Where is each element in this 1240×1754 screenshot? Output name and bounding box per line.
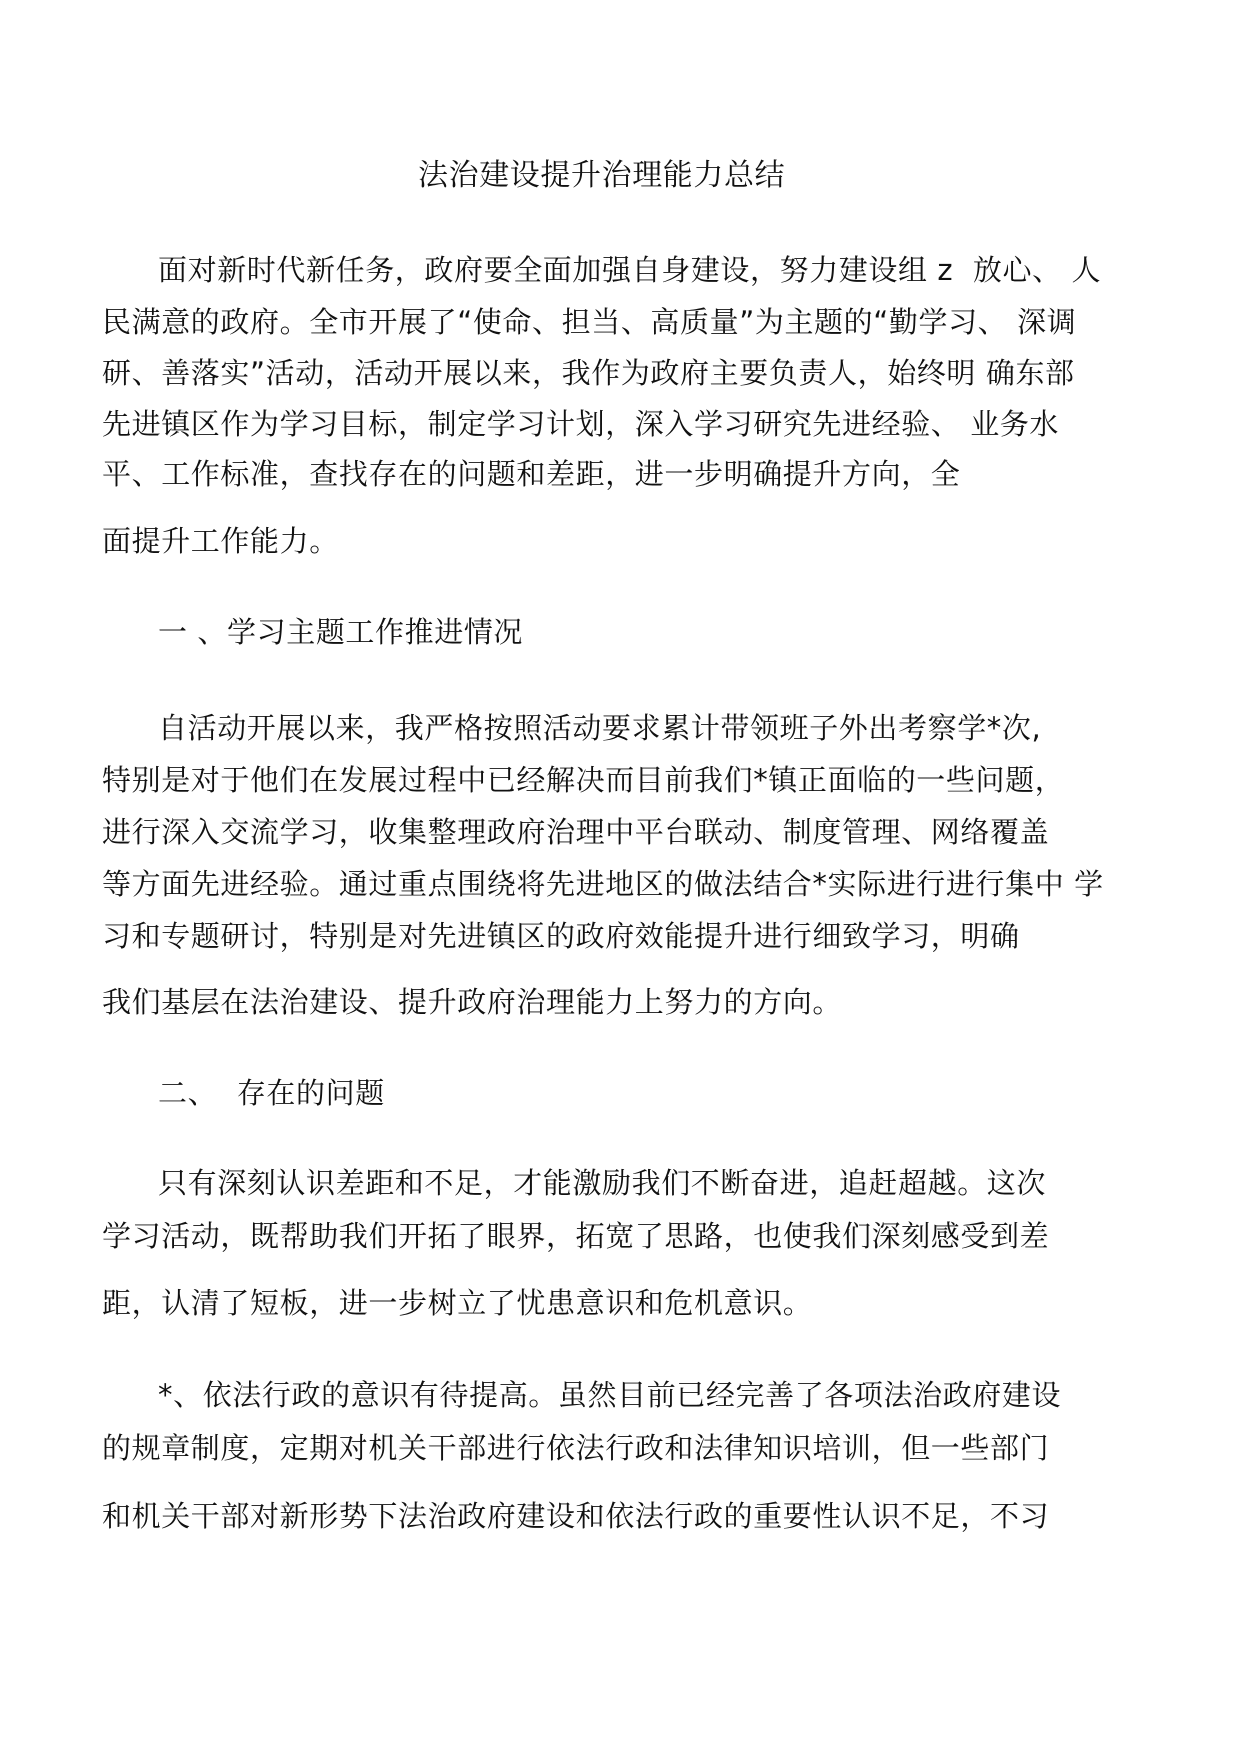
paragraph-line: 等方面先进经验。通过重点围绕将先进地区的做法结合*实际进行进行集中 学 (102, 867, 1104, 901)
paragraph-line: 学习活动，既帮助我们开拓了眼界，拓宽了思路，也使我们深刻感受到差 (102, 1219, 1050, 1253)
paragraph-line: 面对新时代新任务，政府要全面加强自身建设，努力建设组 z 放心、 人 (158, 253, 1102, 287)
paragraph-line: 研、善落实”活动，活动开展以来，我作为政府主要负责人，始终明 确东部 (102, 356, 1075, 390)
paragraph-line: 的规章制度，定期对机关干部进行依法行政和法律知识培训，但一些部门 (102, 1431, 1050, 1465)
paragraph-line: 民满意的政府。全市开展了“使命、担当、高质量”为主题的“勤学习、 深调 (102, 305, 1077, 339)
paragraph-line: 只有深刻认识差距和不足，才能激励我们不断奋进，追赶超越。这次 (158, 1166, 1047, 1200)
paragraph-line: 平、工作标准，查找存在的问题和差距，进一步明确提升方向，全 (102, 457, 961, 491)
paragraph-line: 进行深入交流学习，收集整理政府治理中平台联动、制度管理、网络覆盖 (102, 815, 1050, 849)
section-heading-1: 一 、学习主题工作推进情况 (158, 615, 524, 649)
paragraph-line: 距，认清了短板，进一步树立了忧患意识和危机意识。 (102, 1286, 813, 1320)
paragraph-line: 面提升工作能力。 (102, 524, 339, 558)
paragraph-line: 和机关干部对新形势下法治政府建设和依法行政的重要性认识不足，不习 (102, 1499, 1050, 1533)
document-title: 法治建设提升治理能力总结 (418, 158, 786, 193)
paragraph-line: 自活动开展以来，我严格按照活动要求累计带领班子外出考察学*次, (158, 711, 1042, 745)
paragraph-line: 我们基层在法治建设、提升政府治理能力上努力的方向。 (102, 985, 843, 1019)
section-heading-2: 二、 存在的问题 (158, 1076, 385, 1110)
paragraph-line: 习和专题研讨，特别是对先进镇区的政府效能提升进行细致学习，明确 (102, 919, 1020, 953)
paragraph-line: *、依法行政的意识有待提高。虽然目前已经完善了各项法治政府建设 (158, 1378, 1062, 1412)
paragraph-line: 特别是对于他们在发展过程中已经解决而目前我们*镇正面临的一些问题， (102, 763, 1065, 797)
paragraph-line: 先进镇区作为学习目标，制定学习计划，深入学习研究先进经验、 业务水 (102, 407, 1060, 441)
